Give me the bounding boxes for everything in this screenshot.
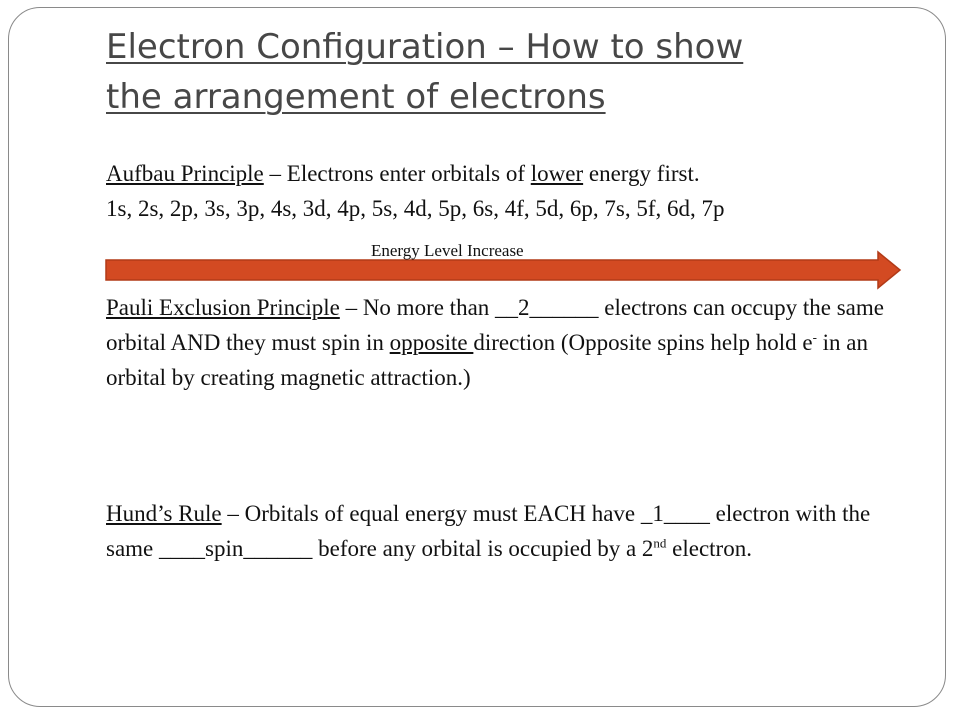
pauli-text-c: direction (Opposite spins help hold e — [473, 330, 813, 355]
title-line-2: the arrangement of electrons — [106, 77, 606, 117]
pauli-text-b: electrons can occupy the same orbital AND they must spin in — [106, 295, 884, 355]
hund-paragraph — [106, 496, 906, 566]
aufbau-text-b: energy first. — [583, 161, 700, 186]
hund-blank-a: _1____ — [640, 501, 710, 526]
aufbau-term: Aufbau Principle — [106, 161, 264, 186]
energy-arrow-label: Energy Level Increase — [371, 241, 524, 260]
hund-text-d: electron. — [666, 536, 752, 561]
pauli-paragraph — [106, 290, 906, 395]
hund-term: Hund’s Rule — [106, 501, 222, 526]
aufbau-keyword: lower — [530, 161, 584, 186]
pauli-text-a: – No more than — [339, 295, 496, 320]
hund-blank-b: ____spin______ — [159, 536, 313, 561]
pauli-blank: __2______ — [495, 295, 599, 320]
ordinal-sup: nd — [653, 535, 667, 551]
aufbau-sequence: 1s, 2s, 2p, 3s, 3p, 4s, 3d, 4p, 5s, 4d, 5p, 6s, 4f, 5d, 6p, 7s, 5f, 6d, 7p — [106, 196, 725, 221]
title-line-1: Electron Configuration – How to show — [106, 27, 744, 67]
pauli-term: Pauli Exclusion Principle — [106, 295, 340, 320]
aufbau-text-a: – Electrons enter orbitals of — [263, 161, 531, 186]
pauli-text-d: in an orbital by creating magnetic attraction.) — [106, 330, 869, 390]
pauli-keyword: opposite — [389, 330, 474, 355]
hund-text-b: electron with the same — [106, 501, 871, 561]
electron-charge-sup: - — [812, 329, 817, 345]
aufbau-paragraph — [106, 156, 906, 226]
hund-text-a: – Orbitals of equal energy must EACH have — [221, 501, 641, 526]
hund-text-c: before any orbital is occupied by a 2 — [312, 536, 654, 561]
slide-title — [106, 22, 906, 122]
